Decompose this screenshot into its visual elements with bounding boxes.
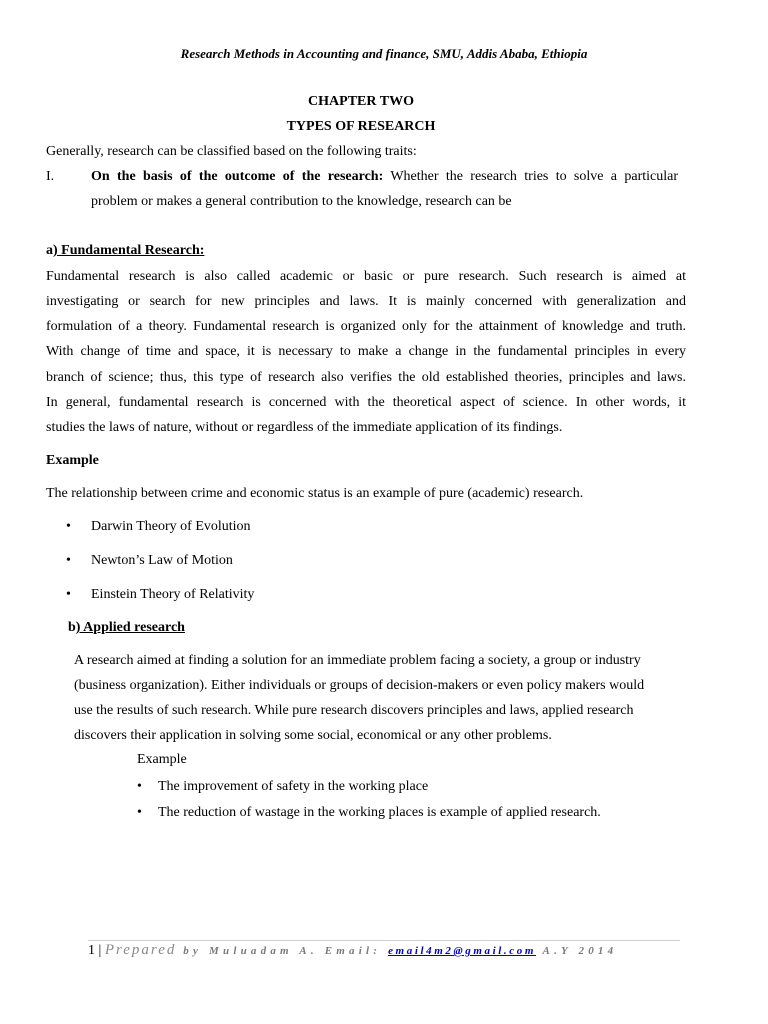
example-b-1: The improvement of safety in the working place — [158, 779, 429, 794]
item-1-line-2: problem or makes a general contribution to the knowledge, research can be — [91, 194, 512, 209]
para-a-line-5: branch of science; thus, this type of research also verifies the old established theories, principles and laws. — [46, 370, 686, 385]
bullet-icon: • — [66, 519, 71, 534]
bullet-icon: • — [137, 779, 142, 794]
item-1-line-1 — [91, 169, 678, 185]
chapter-number: CHAPTER TWO — [308, 94, 414, 109]
example-label-b: Example — [137, 752, 187, 767]
para-b-line-4: discovers their application in solving some social, economical or any other problems. — [74, 728, 552, 743]
example-a-3: Einstein Theory of Relativity — [91, 587, 255, 602]
section-a-title: ) Fundamental Research: — [53, 243, 205, 258]
bullet-icon: • — [66, 553, 71, 568]
para-a-line-2: investigating or search for new principles and laws. It is mainly concerned with generalization and — [46, 294, 686, 309]
example-a-2: Newton’s Law of Motion — [91, 553, 233, 568]
section-b-heading — [68, 620, 185, 636]
item-1-rest: Whether the research tries to solve a particular — [383, 169, 678, 184]
example-b-2: The reduction of wastage in the working places is example of applied research. — [158, 805, 601, 820]
para-a-line-4: With change of time and space, it is necessary to make a change in the fundamental principles in every — [46, 344, 686, 359]
chapter-title: TYPES OF RESEARCH — [286, 119, 436, 134]
section-b-title: ) Applied research — [75, 620, 185, 635]
para-a-line-7: studies the laws of nature, without or regardless of the immediate application of its findings. — [46, 420, 563, 435]
footer-email-link[interactable]: email4m2@gmail.com — [388, 945, 536, 957]
running-header: Research Methods in Accounting and finance, SMU, Addis Ababa, Ethiopia — [180, 46, 588, 61]
intro-text: Generally, research can be classified based on the following traits: — [46, 144, 417, 159]
example-sentence: The relationship between crime and economic status is an example of pure (academic) research. — [46, 486, 584, 501]
page-footer — [88, 942, 617, 959]
para-b-line-1: A research aimed at finding a solution for an immediate problem facing a society, a group or industry — [74, 653, 641, 668]
para-a-line-6: In general, fundamental research is concerned with the theoretical aspect of science. In other words, it — [46, 395, 686, 410]
item-1-bold: On the basis of the outcome of the research: — [91, 169, 384, 184]
bullet-icon: • — [137, 805, 142, 820]
footer-author: by Muluadam A. Email: — [176, 945, 389, 957]
para-b-line-2: (business organization). Either individuals or groups of decision-makers or even policy makers would — [74, 678, 645, 693]
example-label: Example — [46, 453, 99, 468]
section-b-prefix: b — [68, 620, 76, 635]
example-a-1: Darwin Theory of Evolution — [91, 519, 251, 534]
footer-year: A.Y 2014 — [536, 945, 618, 957]
footer-separator: | — [95, 943, 105, 958]
section-a-heading — [46, 243, 204, 259]
para-a-line-1: Fundamental research is also called academic or basic or pure research. Such research is aimed at — [46, 269, 686, 284]
para-a-line-3: formulation of a theory. Fundamental research is organized only for the attainment of knowledge and truth. — [46, 319, 686, 334]
para-b-line-3: use the results of such research. While pure research discovers principles and laws, applied research — [74, 703, 634, 718]
footer-divider — [88, 940, 680, 941]
footer-prepared: Prepared — [104, 942, 177, 958]
bullet-icon: • — [66, 587, 71, 602]
page-number: 1 — [88, 943, 95, 958]
item-numeral: I. — [46, 169, 55, 184]
section-a-prefix: a — [46, 243, 53, 258]
